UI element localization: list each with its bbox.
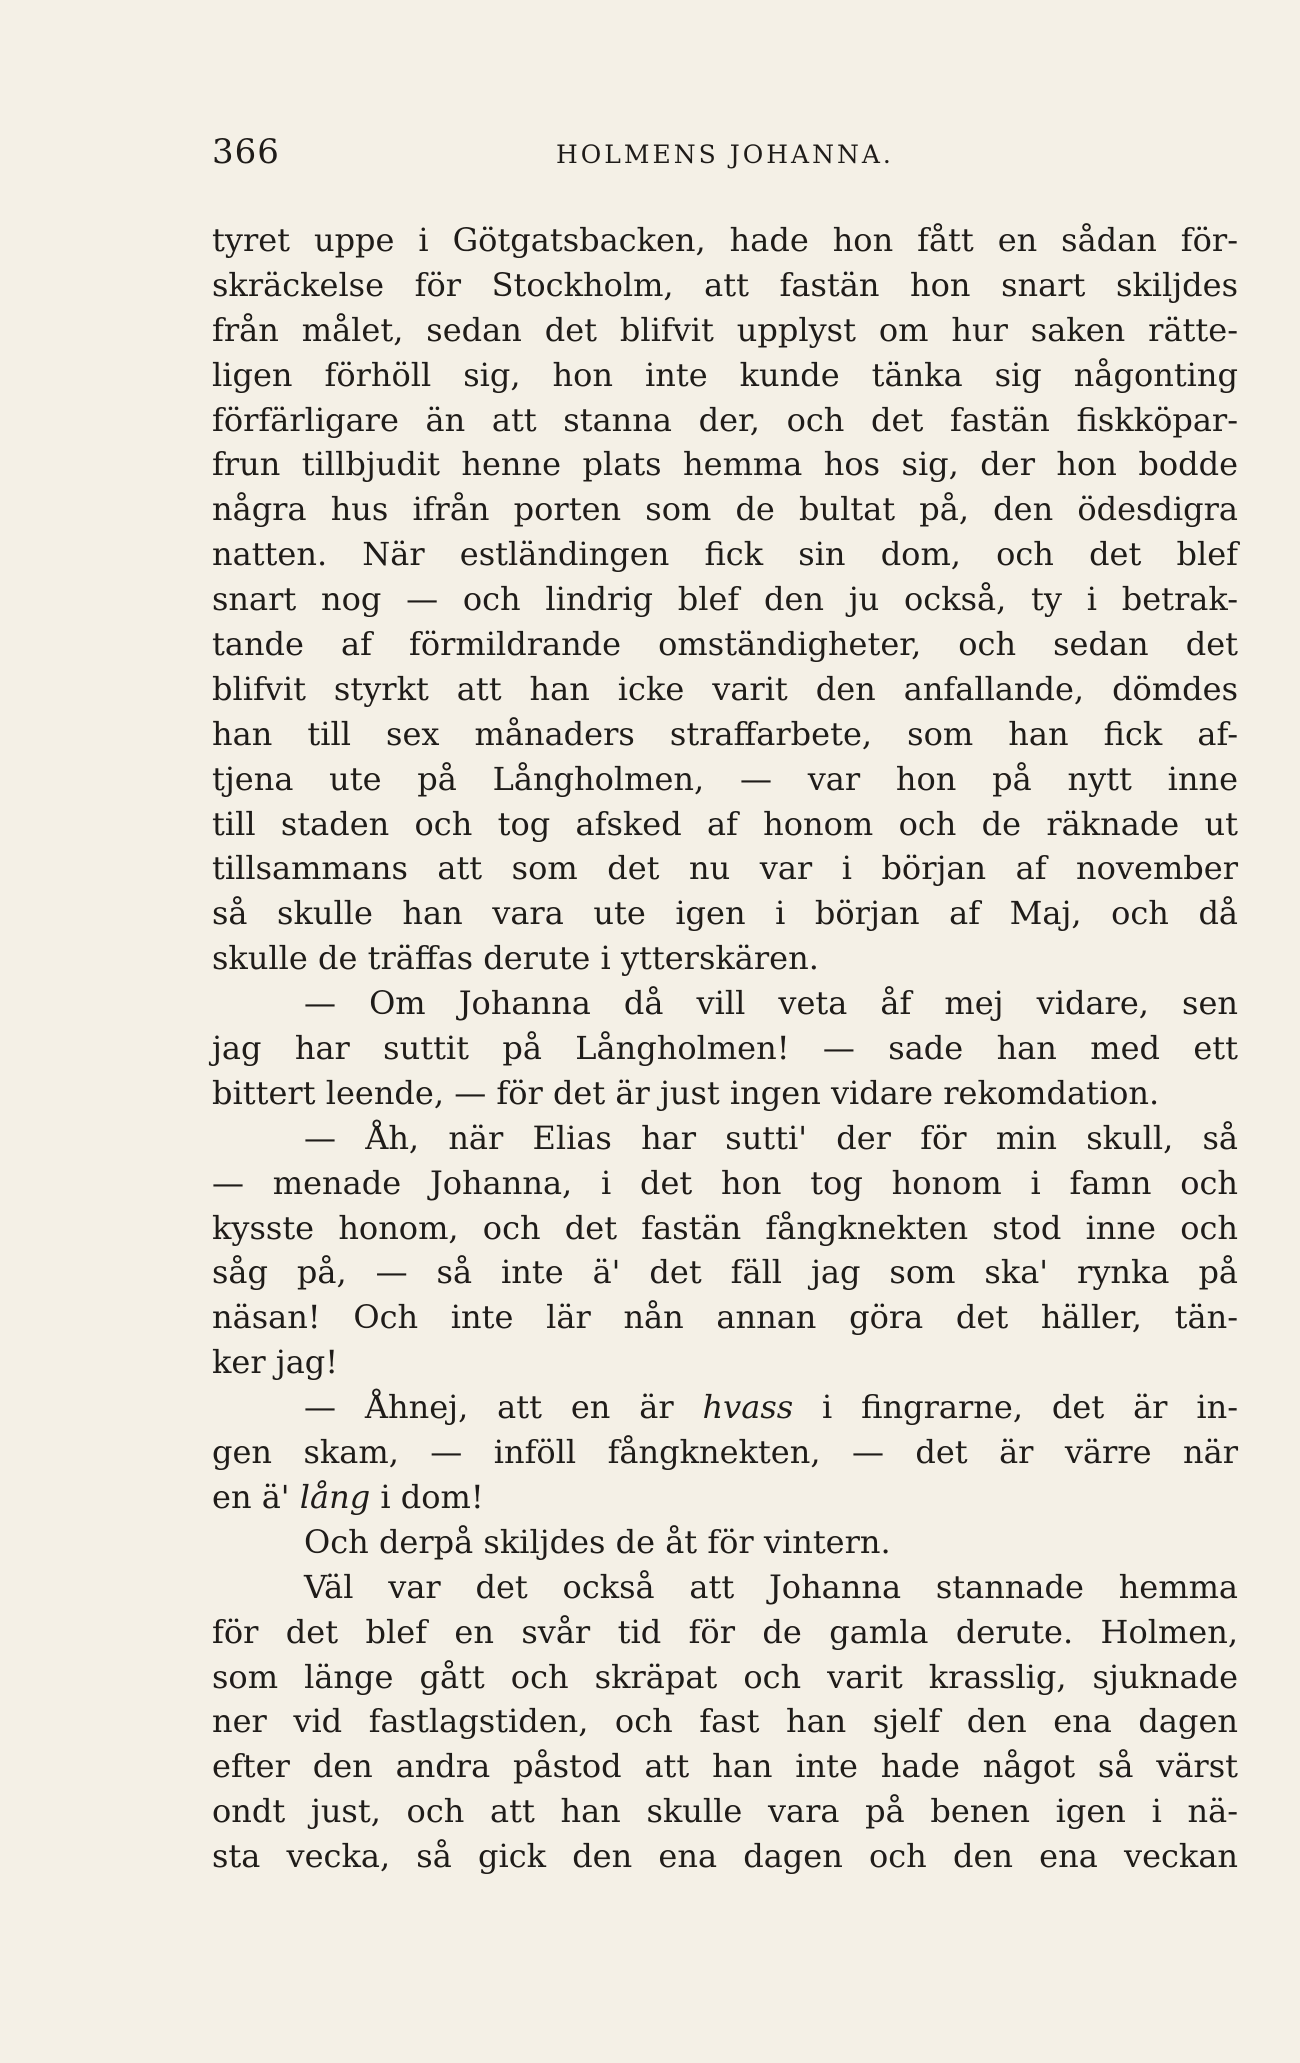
text-line: han till sex månaders straffarbete, som han fick af- — [212, 714, 1238, 753]
text-line: näsan! Och inte lär nån annan göra det häller, tän- — [212, 1298, 1238, 1337]
running-title: HOLMENS JOHANNA. — [556, 140, 894, 169]
text-line: några hus ifrån porten som de bultat på, den ödesdigra — [212, 490, 1238, 529]
text-line: så skulle han vara ute igen i början af Maj, och då — [212, 894, 1238, 933]
emphasis: lång — [299, 1477, 371, 1516]
text-line: blifvit styrkt att han icke varit den anfallande, dömdes — [212, 669, 1238, 708]
text-line: sta vecka, så gick den ena dagen och den ena veckan — [212, 1837, 1238, 1876]
body-text — [212, 218, 1238, 1879]
text-line: ondt just, och att han skulle vara på benen igen i nä- — [212, 1792, 1238, 1831]
text-line: Och derpå skiljdes de åt för vintern. — [304, 1522, 891, 1561]
running-head — [212, 132, 1252, 182]
text-line: förfärligare än att stanna der, och det fastän fiskköpar- — [212, 400, 1238, 439]
text-line: bittert leende, — för det är just ingen vidare rekomdation. — [212, 1073, 1160, 1112]
text-line: natten. När estländingen fick sin dom, och det blef — [212, 535, 1238, 574]
text-line: till staden och tog afsked af honom och de räknade ut — [212, 804, 1238, 843]
text-line: — Åh, när Elias har sutti' der för min skull, så — [304, 1118, 1238, 1157]
text-line — [212, 1475, 1238, 1520]
text-line: för det blef en svår tid för de gamla derute. Holmen, — [212, 1612, 1238, 1651]
text-line: tyret uppe i Götgatsbacken, hade hon fått en sådan för- — [212, 221, 1238, 259]
text-line: skulle de träffas derute i ytterskären. — [212, 939, 819, 978]
text-line: snart nog — och lindrig blef den ju också, ty i betrak- — [212, 580, 1238, 619]
text-line: från målet, sedan det blifvit upplyst om hur saken rätte- — [212, 310, 1238, 349]
text-line: ker jag! — [212, 1343, 339, 1382]
page-number: 366 — [212, 132, 280, 172]
text-line: — Om Johanna då vill veta åf mej vidare, sen — [304, 984, 1238, 1023]
text-line: ligen förhöll sig, hon inte kunde tänka sig någonting — [212, 355, 1238, 394]
emphasis: hvass — [702, 1388, 794, 1427]
text-line: skräckelse för Stockholm, att fastän hon snart skiljdes — [212, 265, 1238, 304]
text-line: såg på, — så inte ä' det fäll jag som ska' rynka på — [212, 1253, 1238, 1292]
text-line: gen skam, — inföll fångknekten, — det är värre när — [212, 1433, 1238, 1472]
text-line: tjena ute på Långholmen, — var hon på nytt inne — [212, 759, 1238, 798]
text-segment: i dom! — [370, 1477, 484, 1516]
text-line: frun tillbjudit henne plats hemma hos sig, der hon bodde — [212, 445, 1238, 484]
text-line — [212, 1385, 1238, 1430]
text-segment: i fingrarne, det är in- — [793, 1388, 1239, 1427]
text-line: efter den andra påstod att han inte hade något så värst — [212, 1747, 1238, 1786]
text-line: jag har suttit på Långholmen! — sade han med ett — [212, 1029, 1238, 1068]
text-line: tande af förmildrande omständigheter, och sedan det — [212, 625, 1238, 664]
text-line: ner vid fastlagstiden, och fast han sjelf den ena dagen — [212, 1702, 1238, 1741]
text-line: som länge gått och skräpat och varit krasslig, sjuknade — [212, 1657, 1238, 1696]
text-line: — menade Johanna, i det hon tog honom i famn och — [212, 1163, 1238, 1202]
text-line: tillsammans att som det nu var i början af november — [212, 849, 1238, 888]
text-segment: en ä' — [212, 1477, 300, 1516]
text-line: kysste honom, och det fastän fångknekten stod inne och — [212, 1208, 1238, 1247]
text-segment: — Åhnej, att en är — [304, 1388, 703, 1427]
text-line: Väl var det också att Johanna stannade hemma — [304, 1567, 1238, 1606]
